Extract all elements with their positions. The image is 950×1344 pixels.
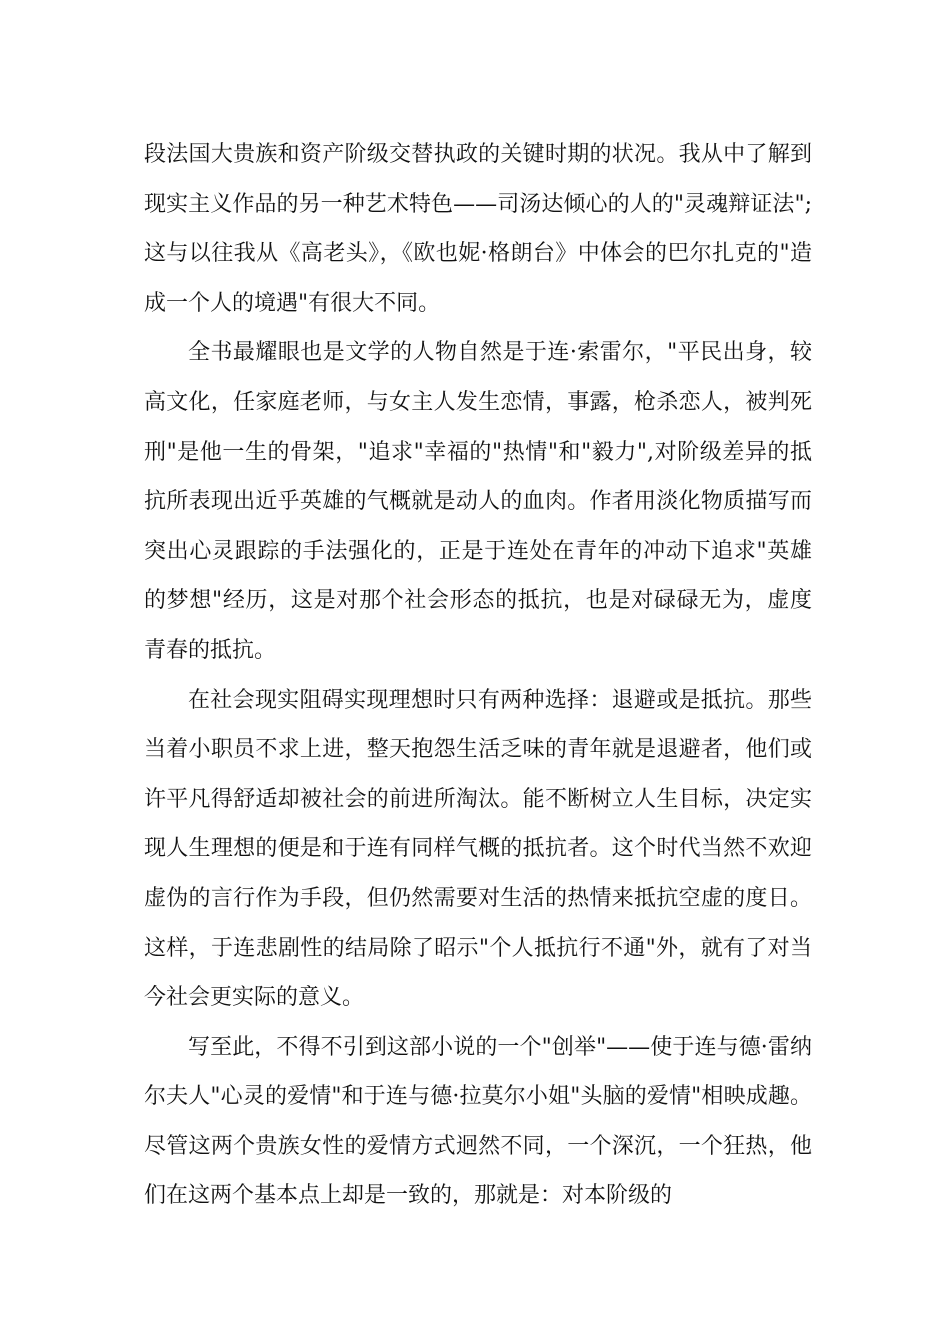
- paragraph-3: 在社会现实阻碍实现理想时只有两种选择：退避或是抵抗。那些当着小职员不求上进，整天抱怨生活乏味的青年就是退避者，他们或许平凡得舒适却被社会的前进所淘汰。能不断树立人生目标，决定实现人生理想的便是和于连有同样气概的抵抗者。这个时代当然不欢迎虚伪的言行作为手段，但仍然需要对生活的热情来抵抗空虚的度日。这样，于连悲剧性的结局除了昭示"个人抵抗行不通"外，就有了对当今社会更实际的意义。: [144, 687, 812, 1011]
- paragraph-1: 段法国大贵族和资产阶级交替执政的关键时期的状况。我从中了解到现实主义作品的另一种艺术特色——司汤达倾心的人的"灵魂辩证法";这与以往我从《高老头》，《欧也妮·格朗台》中体会的巴尔扎克的"造成一个人的境遇"有很大不同。: [144, 142, 812, 316]
- document-body: [144, 130, 812, 1221]
- paragraph-4: 写至此，不得不引到这部小说的一个"创举"——使于连与德·雷纳尔夫人"心灵的爱情"和于连与德·拉莫尔小姐"头脑的爱情"相映成趣。尽管这两个贵族女性的爱情方式迥然不同，一个深沉，一个狂热，他们在这两个基本点上却是一致的，那就是：对本阶级的: [144, 1034, 812, 1209]
- paragraph-2: 全书最耀眼也是文学的人物自然是于连·索雷尔，"平民出身，较高文化，任家庭老师，与女主人发生恋情，事露，枪杀恋人，被判死刑"是他一生的骨架，"追求"幸福的"热情"和"毅力",对阶级差异的抵抗所表现出近乎英雄的气概就是动人的血肉。作者用淡化物质描写而突出心灵跟踪的手法强化的，正是于连处在青年的冲动下追求"英雄的梦想"经历，这是对那个社会形态的抵抗，也是对碌碌无为，虚度青春的抵抗。: [144, 340, 812, 663]
